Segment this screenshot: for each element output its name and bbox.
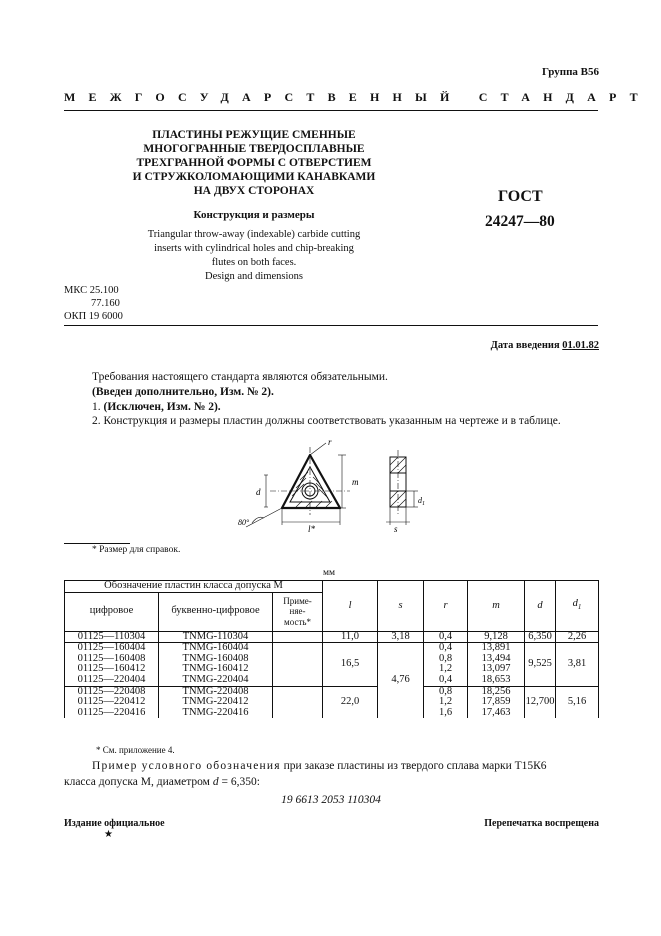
paragraph-mandatory: Требования настоящего стандарта являются обязательными. bbox=[92, 371, 388, 383]
label-d: d bbox=[256, 487, 261, 497]
header-digital: цифровое bbox=[65, 592, 159, 631]
table-row: 01125—220404 TNMG-220404 0,4 18,653 bbox=[65, 675, 599, 686]
table-row: 01125—160404 TNMG-160404 16,5 4,76 0,4 13,891 9,525 3,81 bbox=[65, 643, 599, 654]
codes-rule bbox=[64, 325, 598, 326]
english-title: Triangular throw-away (indexable) carbide cutting inserts with cylindrical holes and chip-breaking flutes on both faces. Design and dimensions bbox=[147, 229, 361, 282]
star-icon: ★ bbox=[104, 829, 113, 840]
header-group: Обозначение пластин класса допуска М bbox=[65, 581, 323, 593]
header-applicability: Приме- няе- мость* bbox=[273, 592, 323, 631]
table-row: 01125—220412 TNMG-220412 1,2 17,859 bbox=[65, 697, 599, 708]
intro-date: Дата введения 01.01.82 bbox=[490, 340, 599, 351]
table-row: 01125—110304 TNMG-110304 11,0 3,18 0,4 9,128 6,350 2,26 bbox=[65, 631, 599, 643]
interstate-standard-heading: МЕЖГОСУДАРСТВЕННЫЙ СТАНДАРТ bbox=[64, 90, 651, 104]
table-row: 01125—220416 TNMG-220416 1,6 17,463 bbox=[65, 708, 599, 719]
header-m: m bbox=[468, 581, 525, 632]
label-l: l* bbox=[308, 524, 316, 534]
label-s: s bbox=[394, 524, 398, 534]
paragraph-design: 2. Конструкция и размеры пластин должны соответствовать указанным на чертеже и в таблице. bbox=[92, 415, 561, 427]
label-r: r bbox=[328, 437, 332, 447]
header-d: d bbox=[525, 581, 556, 632]
gost-label: ГОСТ bbox=[498, 188, 543, 205]
header-s: s bbox=[378, 581, 424, 632]
header-alnum: буквенно-цифровое bbox=[159, 592, 273, 631]
gost-number: 24247—80 bbox=[485, 213, 555, 230]
unit-label: мм bbox=[323, 568, 336, 578]
footnote-table: * См. приложение 4. bbox=[96, 745, 175, 755]
group-code: Группа В56 bbox=[541, 66, 599, 78]
dimensions-table bbox=[64, 580, 599, 718]
header-l: l bbox=[323, 581, 378, 632]
paragraph-introduced: (Введен дополнительно, Изм. № 2). bbox=[92, 386, 274, 398]
intro-date-value: 01.01.82 bbox=[562, 340, 599, 351]
insert-drawing bbox=[230, 435, 430, 535]
table-row: 01125—160408 TNMG-160408 0,8 13,494 bbox=[65, 654, 599, 665]
label-angle: 80° bbox=[238, 518, 250, 527]
table-row: 01125—160412 TNMG-160412 1,2 13,097 bbox=[65, 664, 599, 675]
header-d1: $d_1$ bbox=[556, 581, 599, 632]
label-d1: $d_1$ bbox=[418, 496, 425, 507]
designation-code: 19 6613 2053 110304 bbox=[281, 794, 381, 806]
document-title: ПЛАСТИНЫ РЕЖУЩИЕ СМЕННЫЕ МНОГОГРАННЫЕ ТВЕРДОСПЛАВНЫЕ ТРЕХГРАННОЙ ФОРМЫ С ОТВЕРСТИЕМ И СТРУЖКОЛОМАЮЩИМИ КАНАВКАМИ НА ДВУХ СТОРОНАХ bbox=[132, 129, 376, 197]
header-r: r bbox=[424, 581, 468, 632]
label-m: m bbox=[352, 477, 359, 487]
footnote-rule bbox=[64, 543, 130, 544]
table-row: 01125—220408 TNMG-220408 22,0 0,8 18,256 12,700 5,16 bbox=[65, 686, 599, 697]
footnote-drawing: * Размер для справок. bbox=[92, 545, 181, 555]
footer-official: Издание официальное bbox=[64, 818, 165, 829]
footer-reprint: Перепечатка воспрещена bbox=[484, 818, 599, 829]
paragraph-excluded: 1. (Исключен, Изм. № 2). bbox=[92, 401, 221, 413]
designation-example: Пример условного обозначения при заказе пластины из твердого сплава марки Т15К6 класса допуска М, диаметром d = 6,350: bbox=[64, 760, 547, 788]
document-subtitle: Конструкция и размеры bbox=[193, 209, 315, 221]
header-rule bbox=[64, 110, 598, 111]
classification-codes: МКС 25.100 77.160 ОКП 19 6000 bbox=[64, 285, 123, 322]
